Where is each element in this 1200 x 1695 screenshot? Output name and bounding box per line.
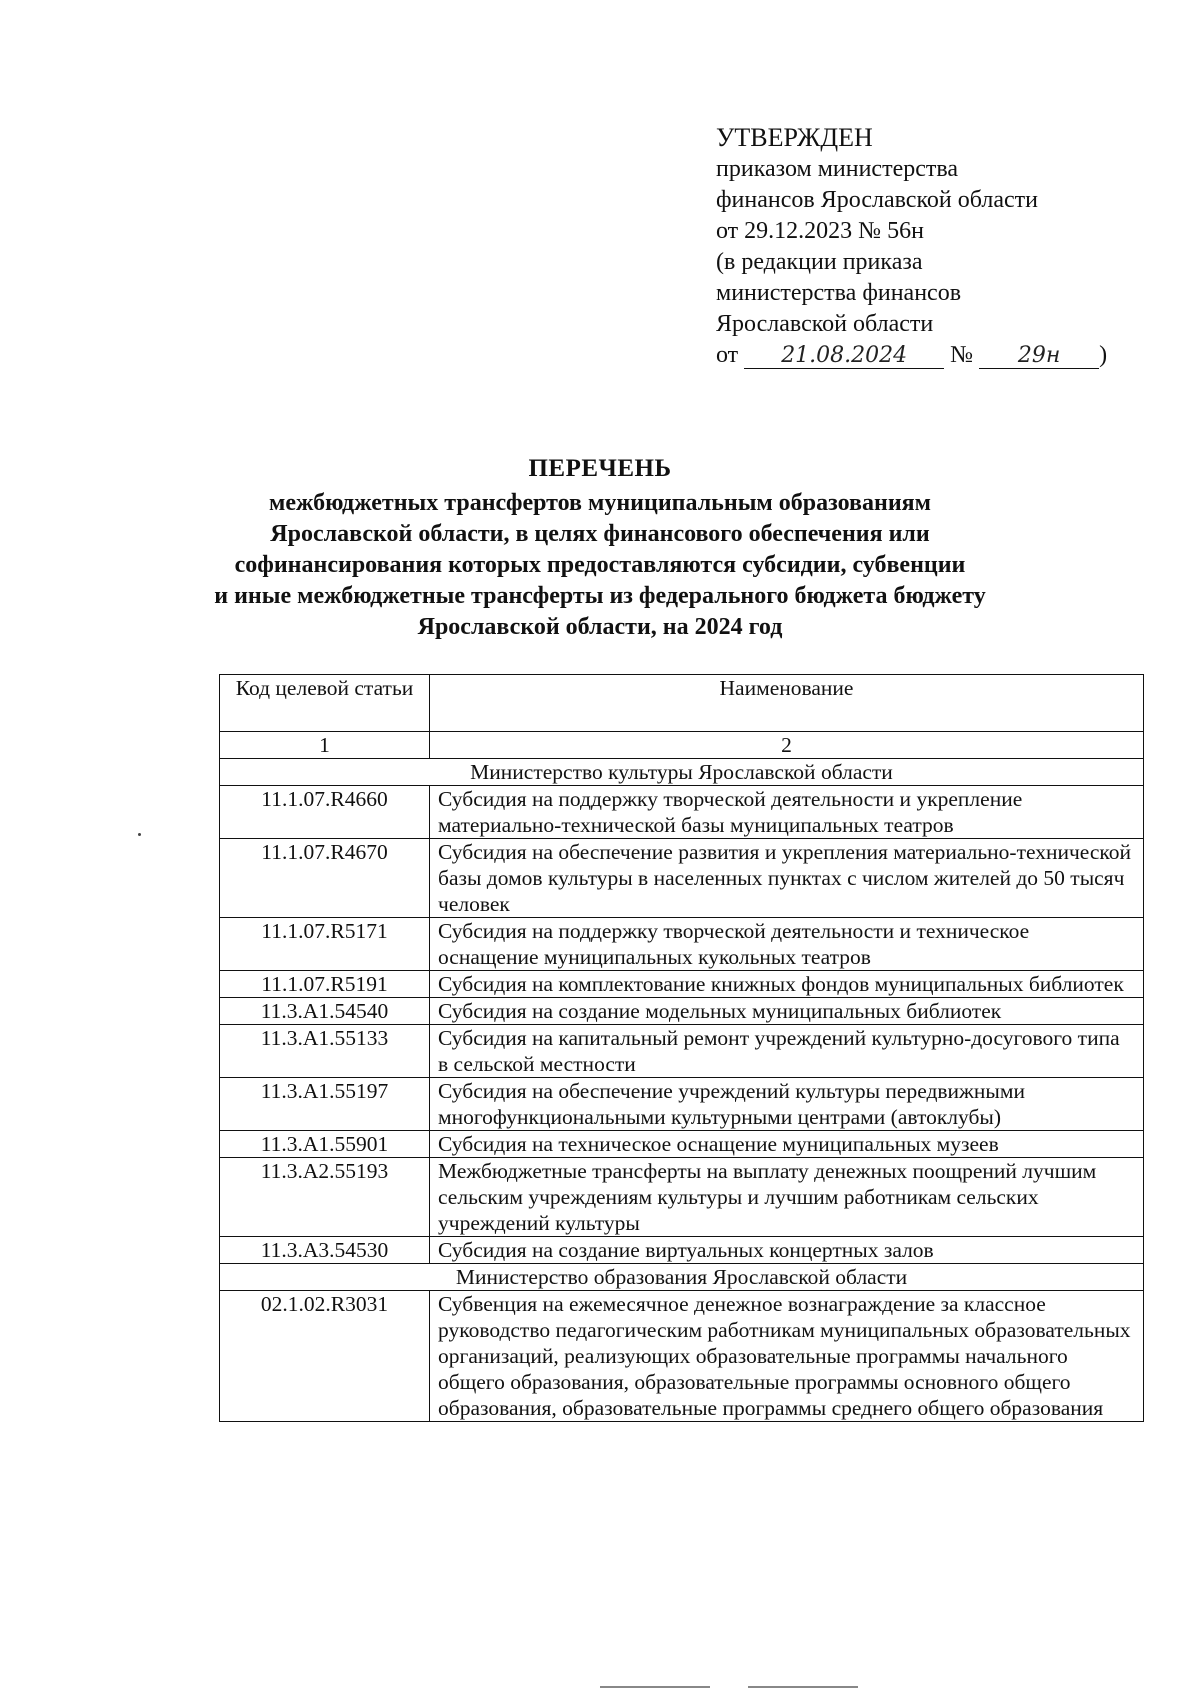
table-row bbox=[220, 971, 1144, 998]
row-name: Субсидия на обеспечение развития и укрепления материально-технической базы домов культуры в населенных пунктах с числом жителей до 50 тысяч человек bbox=[430, 839, 1144, 918]
row-name: Субсидия на создание модельных муниципальных библиотек bbox=[430, 998, 1144, 1025]
row-code: 11.1.07.R4670 bbox=[220, 839, 430, 918]
handwritten-number: 29н bbox=[979, 344, 1099, 369]
row-name: Субсидия на поддержку творческой деятельности и техническое оснащение муниципальных кукольных театров bbox=[430, 918, 1144, 971]
row-code: 11.3.A1.55133 bbox=[220, 1025, 430, 1078]
scan-edge-mark bbox=[748, 1686, 858, 1688]
approval-signature-line bbox=[716, 340, 1156, 371]
approval-heading: УТВЕРЖДЕН bbox=[716, 123, 873, 152]
title-line: Ярославской области, в целях финансового обеспечения или bbox=[270, 521, 930, 547]
approval-block bbox=[716, 122, 1156, 371]
row-code: 11.3.A1.55197 bbox=[220, 1078, 430, 1131]
table-row bbox=[220, 786, 1144, 839]
row-code: 11.3.A3.54530 bbox=[220, 1237, 430, 1264]
table-row bbox=[220, 998, 1144, 1025]
header-row bbox=[220, 675, 1144, 732]
row-code: 11.1.07.R4660 bbox=[220, 786, 430, 839]
table-row bbox=[220, 1025, 1144, 1078]
header-name: Наименование bbox=[430, 675, 1144, 732]
row-name: Субсидия на создание виртуальных концертных залов bbox=[430, 1237, 1144, 1264]
table-row bbox=[220, 1131, 1144, 1158]
approval-date-prefix: от bbox=[716, 342, 739, 368]
approval-line: (в редакции приказа bbox=[716, 249, 923, 275]
row-name: Субсидия на техническое оснащение муниципальных музеев bbox=[430, 1131, 1144, 1158]
section-title: Министерство культуры Ярославской области bbox=[220, 759, 1144, 786]
row-name: Субсидия на капитальный ремонт учреждений культурно-досугового типа в сельской местности bbox=[430, 1025, 1144, 1078]
row-code: 11.3.A1.55901 bbox=[220, 1131, 430, 1158]
document-title bbox=[0, 453, 1200, 643]
approval-line: от 29.12.2023 № 56н bbox=[716, 218, 924, 244]
row-name: Субсидия на обеспечение учреждений культуры передвижными многофункциональными культурными центрами (автоклубы) bbox=[430, 1078, 1144, 1131]
table-row bbox=[220, 1291, 1144, 1422]
approval-number-label: № bbox=[950, 342, 974, 368]
row-name: Субвенция на ежемесячное денежное вознаграждение за классное руководство педагогическим работникам муниципальных образовательных организаций, реализующих образовательные программы начального общего образования, образовательные программы основного общего образования, образовательные программы среднего общего образования bbox=[430, 1291, 1144, 1422]
table-row bbox=[220, 1078, 1144, 1131]
handwritten-date: 21.08.2024 bbox=[744, 344, 944, 369]
title-line: межбюджетных трансфертов муниципальным образованиям bbox=[269, 490, 931, 516]
title-line: софинансирования которых предоставляются субсидии, субвенции bbox=[234, 552, 966, 578]
approval-line: Ярославской области bbox=[716, 311, 934, 337]
column-number-row bbox=[220, 732, 1144, 759]
table-row bbox=[220, 839, 1144, 918]
approval-line: министерства финансов bbox=[716, 280, 962, 306]
section-title: Министерство образования Ярославской области bbox=[220, 1264, 1144, 1291]
approval-line: финансов Ярославской области bbox=[716, 187, 1038, 213]
section-row-education bbox=[220, 1264, 1144, 1291]
row-code: 11.1.07.R5191 bbox=[220, 971, 430, 998]
row-code: 02.1.02.R3031 bbox=[220, 1291, 430, 1422]
title-line: Ярославской области, на 2024 год bbox=[417, 614, 783, 640]
table-row bbox=[220, 1158, 1144, 1237]
scan-edge-mark bbox=[600, 1686, 710, 1688]
approval-close-paren: ) bbox=[1099, 342, 1108, 368]
title-line: и иные межбюджетные трансферты из федерального бюджета бюджету bbox=[214, 583, 986, 609]
row-name: Межбюджетные трансферты на выплату денежных поощрений лучшим сельским учреждениям культуры и лучшим работникам сельских учреждений культуры bbox=[430, 1158, 1144, 1237]
table-row bbox=[220, 1237, 1144, 1264]
row-name: Субсидия на поддержку творческой деятельности и укрепление материально-технической базы муниципальных театров bbox=[430, 786, 1144, 839]
column-number: 2 bbox=[430, 732, 1144, 759]
table-row bbox=[220, 918, 1144, 971]
row-name: Субсидия на комплектование книжных фондов муниципальных библиотек bbox=[430, 971, 1144, 998]
row-code: 11.3.A2.55193 bbox=[220, 1158, 430, 1237]
title-main: ПЕРЕЧЕНЬ bbox=[528, 455, 672, 482]
scan-speck bbox=[138, 833, 141, 836]
section-row-culture bbox=[220, 759, 1144, 786]
row-code: 11.3.A1.54540 bbox=[220, 998, 430, 1025]
transfers-table bbox=[219, 674, 1144, 1422]
table-body bbox=[220, 675, 1144, 1422]
approval-line: приказом министерства bbox=[716, 156, 959, 182]
row-code: 11.1.07.R5171 bbox=[220, 918, 430, 971]
header-code: Код целевой статьи bbox=[220, 675, 430, 732]
column-number: 1 bbox=[220, 732, 430, 759]
